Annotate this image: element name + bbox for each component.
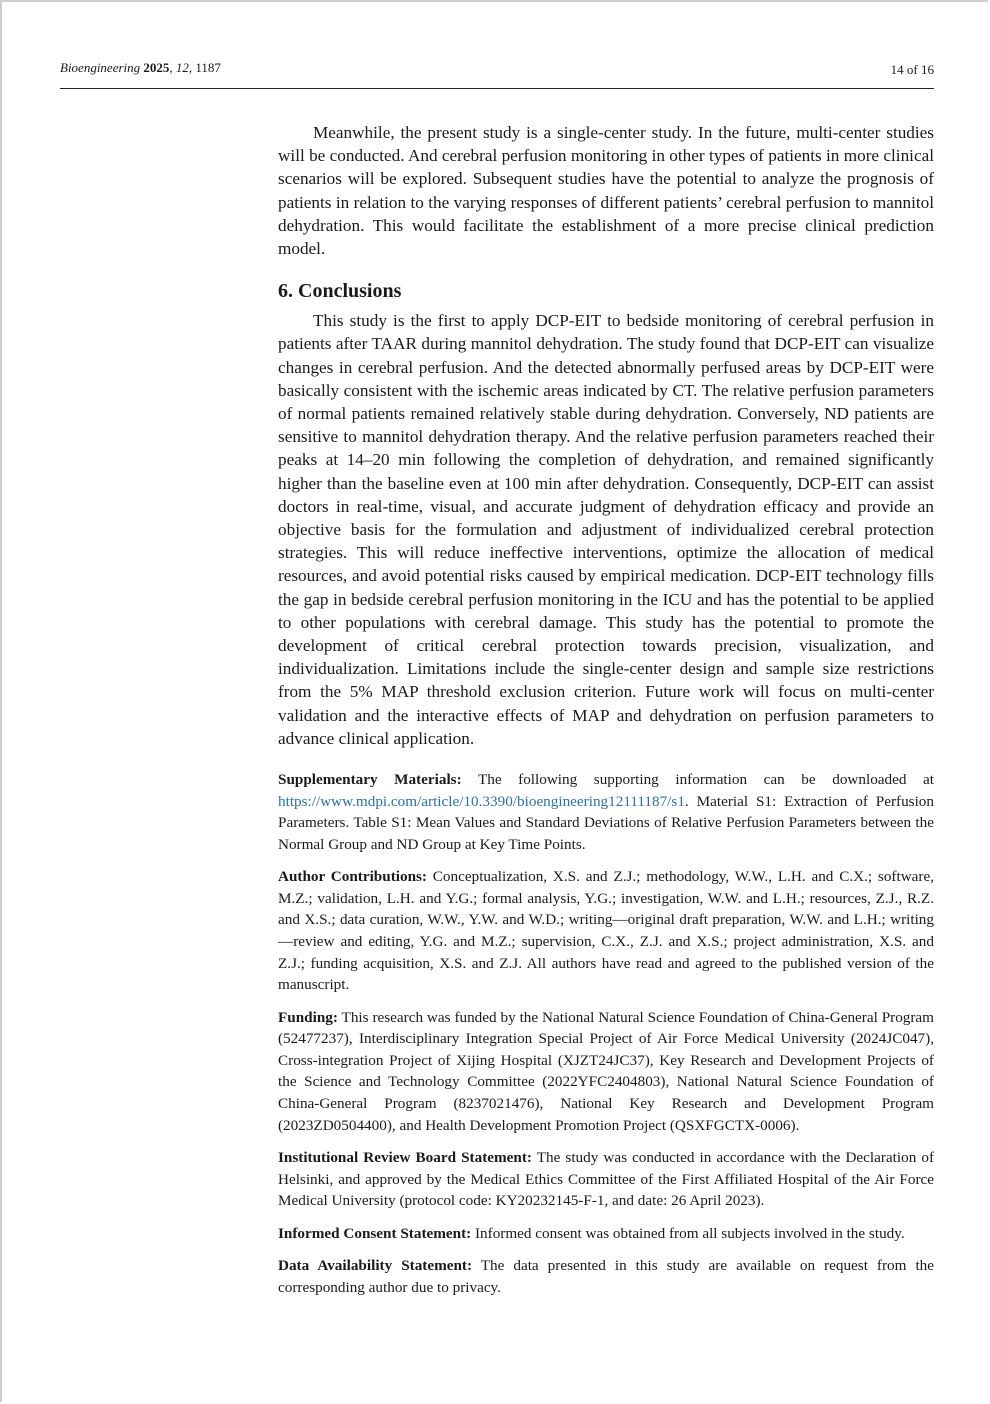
funding [278, 1007, 934, 1137]
irb-statement [278, 1147, 934, 1212]
informed-consent-label: Informed Consent Statement: [278, 1224, 472, 1242]
conclusions-paragraph: This study is the first to apply DCP-EIT to bedside monitoring of cerebral perfusion in patients after TAAR during mannitol dehydration. The study found that DCP-EIT can visualize changes in cerebral perfusion. And the detected abnormally perfused areas by DCP-EIT were basically consistent with the ischemic areas indicated by CT. The relative perfusion parameters of normal patients remained relatively stable during dehydration. Conversely, ND patients are sensitive to mannitol dehydration therapy. And the relative perfusion parameters reached their peaks at 14–20 min following the completion of dehydration, and remained significantly higher than the baseline even at 100 min after dehydration. Consequently, DCP-EIT can assist doctors in real-time, visual, and accurate judgment of dehydration efficacy and provide an objective basis for the formulation and adjustment of individualized cerebral protection strategies. This will reduce ineffective interventions, optimize the allocation of medical resources, and avoid potential risks caused by empirical medication. DCP-EIT technology fills the gap in bedside cerebral perfusion monitoring in the ICU and has the potential to be applied to other populations with cerebral damage. This study has the potential to promote the development of critical cerebral protection towards precision, visualization, and individualization. Limitations include the single-center design and sample size restrictions from the 5% MAP threshold exclusion criterion. Future work will focus on multi-center validation and the interactive effects of MAP and dehydration on perfusion parameters to advance clinical application. [278, 311, 934, 748]
intro-paragraph: Meanwhile, the present study is a single-center study. In the future, multi-center studies will be conducted. And cerebral perfusion monitoring in other types of patients in more clinical scenarios will be explored. Subsequent studies have the potential to analyze the prognosis of patients in relation to the varying responses of different patients’ cerebral perfusion to mannitol dehydration. This would facilitate the establishment of a more precise clinical prediction model. [278, 123, 934, 259]
data-availability-statement [278, 1255, 934, 1298]
author-contributions-label: Author Contributions: [278, 868, 427, 886]
funding-text: This research was funded by the National Natural Science Foundation of China-General Program (52477237), Interdisciplinary Integration Special Project of Air Force Medical University (2024JC047), Cross-integration Project of Xijing Hospital (XJZT24JC37), Key Research and Development Projects of the Science and Technology Committee (2022YFC2404803), National Natural Science Foundation of China-General Program (8237021476), National Key Research and Development Program (2023ZD0504400), and Health Development Promotion Project (QSXFGCTX-0006). [278, 1008, 934, 1134]
journal-year: 2025 [143, 60, 170, 75]
irb-label: Institutional Review Board Statement: [278, 1148, 532, 1166]
irb-text: The study was conducted in accordance with the Declaration of Helsinki, and approved by the Medical Ethics Committee of the First Affiliated Hospital of the Air Force Medical University (protocol code: KY20232145-F-1, and date: 26 April 2023). [278, 1148, 934, 1210]
informed-consent-text: Informed consent was obtained from all subjects involved in the study. [471, 1224, 905, 1242]
back-matter [278, 769, 934, 1298]
main-content [278, 121, 934, 1309]
supplementary-label: Supplementary Materials: [278, 771, 462, 789]
supplementary-pre-text: The following supporting information can be downloaded at [461, 771, 935, 789]
article-number: 1187 [195, 60, 221, 75]
journal-volume: 12 [175, 60, 189, 75]
supplementary-post-text: . Material S1: Extraction of Perfusion Parameters. Table S1: Mean Values and Standard Deviations of Relative Perfusion Parameters between the Normal Group and ND Group at Key Time Points. [278, 792, 934, 853]
data-availability-label: Data Availability Statement: [278, 1256, 473, 1274]
supplementary-link[interactable]: https://www.mdpi.com/article/10.3390/bioengineering12111187/s1 [278, 792, 685, 810]
supplementary-materials [278, 769, 934, 855]
running-header [60, 60, 934, 89]
journal-citation: Bioengineering 2025, 12, 1187 [60, 60, 221, 75]
author-contributions [278, 866, 934, 996]
data-availability-text: The data presented in this study are available on request from the corresponding author due to privacy. [278, 1256, 934, 1296]
informed-consent-statement [278, 1223, 934, 1245]
page-number: 14 of 16 [890, 62, 934, 77]
journal-name: Bioengineering [60, 60, 141, 75]
funding-label: Funding: [278, 1008, 338, 1026]
author-contributions-text: Conceptualization, X.S. and Z.J.; methodology, W.W., L.H. and C.X.; software, M.Z.; validation, L.H. and Y.G.; formal analysis, Y.G.; investigation, W.W. and L.H.; resources, Z.J., R.Z. and X.S.; data curation, W.W., Y.W. and W.D.; writing—original draft preparation, W.W. and L.H.; writing—review and editing, Y.G. and M.Z.; supervision, C.X., Z.J. and X.S.; project administration, X.S. and Z.J.; funding acquisition, X.S. and Z.J. All authors have read and agreed to the published version of the manuscript. [278, 868, 935, 994]
section-heading-conclusions: 6. Conclusions [278, 280, 402, 303]
